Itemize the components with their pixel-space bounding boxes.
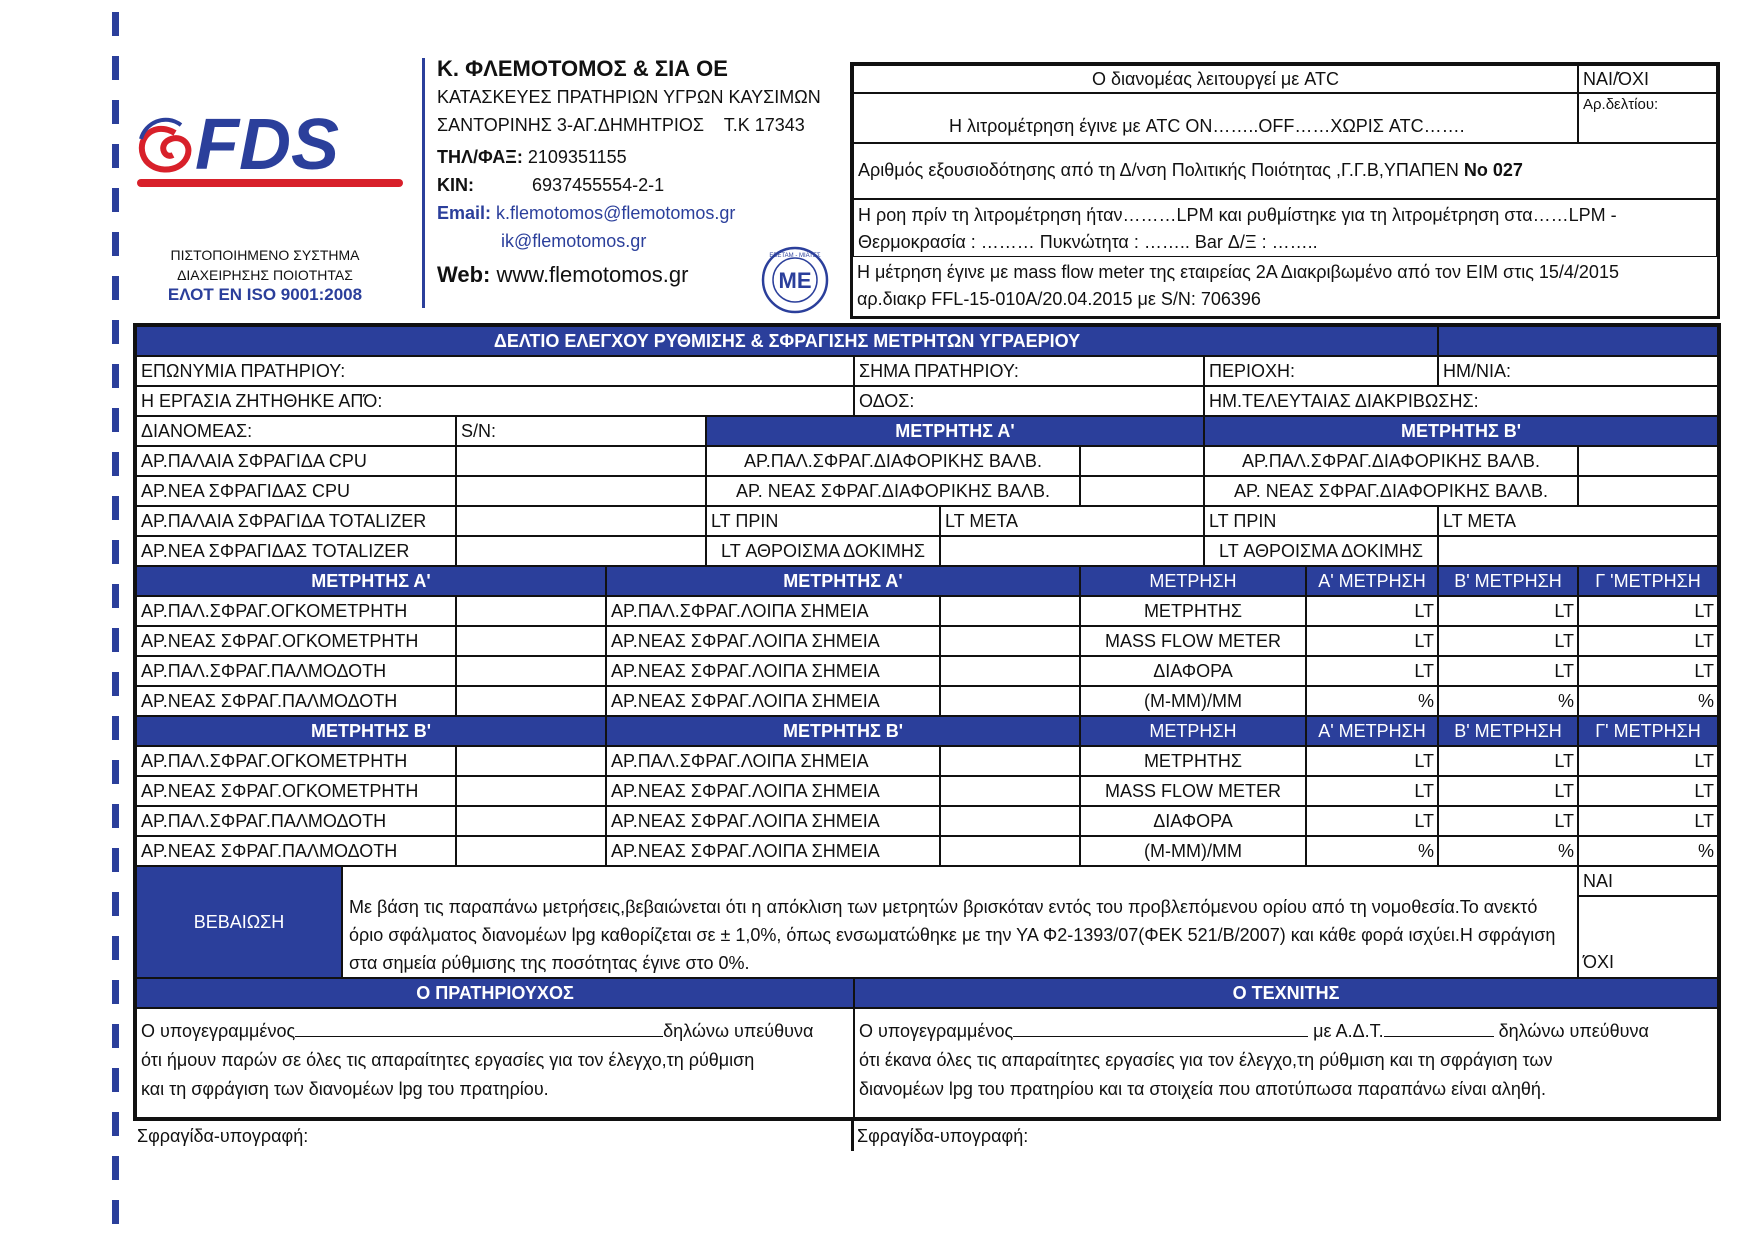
massflow-line-2: αρ.διακρ FFL-15-010A/20.04.2015 με S/N: 706396 (857, 289, 1261, 309)
stamp-divider (851, 1121, 854, 1151)
new-cpu-value[interactable] (456, 476, 706, 506)
cert-line-2: ΔΙΑΧΕΙΡΗΣΗΣ ΠΟΙΟΤΗΤΑΣ (177, 267, 353, 283)
certify-label: ΒΕΒΑΙΩΣΗ (136, 866, 342, 978)
sn-field[interactable]: S/N: (456, 416, 706, 446)
seal-text: ME (778, 268, 812, 293)
a-difference-m3[interactable]: LT (1578, 656, 1718, 686)
a-old-diff-label: ΑΡ.ΠΑΛ.ΣΦΡΑΓ.ΔΙΑΦΟΡΙΚΗΣ ΒΑΛΒ. (706, 446, 1080, 476)
email-2[interactable]: ik@flemotomos.gr (501, 231, 647, 251)
street-field[interactable]: ΟΔΟΣ: (854, 386, 1204, 416)
a-new-other-label-2: ΑΡ.ΝΕΑΣ ΣΦΡΑΓ.ΛΟΙΠΑ ΣΗΜΕΙΑ (606, 656, 940, 686)
b-old-pulse-label: ΑΡ.ΠΑΛ.ΣΦΡΑΓ.ΠΑΛΜΟΔΟΤΗ (136, 806, 456, 836)
website[interactable]: www.flemotomos.gr (496, 262, 689, 287)
certification (140, 245, 390, 305)
sec-b-m1-header: Α' ΜΕΤΡΗΣΗ (1306, 716, 1438, 746)
tech-line-1 (859, 1017, 1711, 1046)
a-new-pulse-label: ΑΡ.ΝΕΑΣ ΣΦΡΑΓ.ΠΑΛΜΟΔΟΤΗ (136, 686, 456, 716)
company-name: Κ. ΦΛΕΜΟΤΟΜΟΣ & ΣΙΑ ΟΕ (437, 56, 728, 81)
owner-line-3: και τη σφράγιση των διανομέων lpg του πρατηρίου. (141, 1079, 549, 1099)
phone-row (437, 143, 821, 171)
sec-a-m2-header: Β' ΜΕΤΡΗΣΗ (1438, 566, 1578, 596)
a-new-volume-value[interactable] (456, 626, 606, 656)
fds-logo (135, 103, 415, 193)
b-new-other-value-2[interactable] (940, 806, 1080, 836)
a-massflow-m1[interactable]: LT (1306, 626, 1438, 656)
new-totalizer-label: ΑΡ.ΝΕΑ ΣΦΡΑΓΙΔΑΣ TOTALIZER (136, 536, 456, 566)
tech-line-1c: δηλώνω υπεύθυνα (1498, 1021, 1649, 1041)
b-old-volume-value[interactable] (456, 746, 606, 776)
ebetam-seal (760, 245, 830, 315)
b-massflow-m2[interactable]: LT (1438, 776, 1578, 806)
a-massflow-m3[interactable]: LT (1578, 626, 1718, 656)
technician-title: Ο ΤΕΧΝΙΤΗΣ (854, 978, 1718, 1008)
massflow-line-1: Η μέτρηση έγινε με mass flow meter της εταιρείας 2Α Διακριβωμένο από τον ΕΙΜ στις 15/4/2015 (857, 262, 1619, 282)
b-meter-label: ΜΕΤΡΗΤΗΣ (1080, 746, 1306, 776)
b-old-other-label: ΑΡ.ΠΑΛ.ΣΦΡΑΓ.ΛΟΙΠΑ ΣΗΜΕΙΑ (606, 746, 940, 776)
postal-code: Τ.Κ 17343 (723, 115, 805, 135)
owner-line-2: ότι ήμουν παρών σε όλες τις απαραίτητες εργασίες για τον έλεγχο,τη ρύθμιση (141, 1050, 755, 1070)
b-difference-m2[interactable]: LT (1438, 806, 1578, 836)
authorization: Αριθμός εξουσιοδότησης από τη Δ/νση Πολιτικής Ποιότητας ,Γ.Γ.Β,ΥΠΑΠΕΝ (858, 160, 1459, 180)
a-new-volume-label: ΑΡ.ΝΕΑΣ ΣΦΡΑΓ.ΟΓΚΟΜΕΤΡΗΤΗ (136, 626, 456, 656)
meter-b-header: ΜΕΤΡΗΤΗΣ Β' (1204, 416, 1718, 446)
old-cpu-label: ΑΡ.ΠΑΛΑΙΑ ΣΦΡΑΓΙΔΑ CPU (136, 446, 456, 476)
address: ΣΑΝΤΟΡΙΝΗΣ 3-ΑΓ.ΔΗΜΗΤΡΙΟΣ (437, 115, 705, 135)
a-lt-sum-label: LT ΑΘΡΟΙΣΜΑ ΔΟΚΙΜΗΣ (706, 536, 940, 566)
b-ratio-m3[interactable]: % (1578, 836, 1718, 866)
b-new-other-label-1: ΑΡ.ΝΕΑΣ ΣΦΡΑΓ.ΛΟΙΠΑ ΣΗΜΕΙΑ (606, 776, 940, 806)
station-name-field[interactable]: ΕΠΩΝΥΜΙΑ ΠΡΑΤΗΡΙΟΥ: (136, 356, 854, 386)
b-meter-m1[interactable]: LT (1306, 746, 1438, 776)
owner-title: Ο ΠΡΑΤΗΡΙΟΥΧΟΣ (136, 978, 854, 1008)
mobile-row (437, 171, 821, 199)
a-new-diff-label: ΑΡ. ΝΕΑΣ ΣΦΡΑΓ.ΔΙΑΦΟΡΙΚΗΣ ΒΑΛΒ. (706, 476, 1080, 506)
company-address (437, 111, 821, 139)
a-ratio-m1[interactable]: % (1306, 686, 1438, 716)
slip-no-cell[interactable] (1578, 93, 1717, 143)
email-1[interactable]: k.flemotomos@flemotomos.gr (496, 203, 736, 223)
b-lt-after-field[interactable]: LT ΜΕΤΑ (1438, 506, 1718, 536)
authorization-no: Νο 027 (1463, 160, 1523, 180)
sec-b-m2-header: Β' ΜΕΤΡΗΣΗ (1438, 716, 1578, 746)
b-lt-sum-value[interactable] (1438, 536, 1718, 566)
b-old-pulse-value[interactable] (456, 806, 606, 836)
b-new-volume-label: ΑΡ.ΝΕΑΣ ΣΦΡΑΓ.ΟΓΚΟΜΕΤΡΗΤΗ (136, 776, 456, 806)
last-calibration-field[interactable]: ΗΜ.ΤΕΛΕΥΤΑΙΑΣ ΔΙΑΚΡΙΒΩΣΗΣ: (1204, 386, 1718, 416)
b-old-diff-label: ΑΡ.ΠΑΛ.ΣΦΡΑΓ.ΔΙΑΦΟΡΙΚΗΣ ΒΑΛΒ. (1204, 446, 1578, 476)
a-lt-sum-value[interactable] (940, 536, 1204, 566)
b-difference-label: ΔΙΑΦΟΡΑ (1080, 806, 1306, 836)
station-brand-field[interactable]: ΣΗΜΑ ΠΡΑΤΗΡΙΟΥ: (854, 356, 1204, 386)
a-new-other-value-1[interactable] (940, 626, 1080, 656)
a-meter-m3[interactable]: LT (1578, 596, 1718, 626)
b-massflow-label: MASS FLOW METER (1080, 776, 1306, 806)
a-old-volume-value[interactable] (456, 596, 606, 626)
old-cpu-value[interactable] (456, 446, 706, 476)
a-ratio-m3[interactable]: % (1578, 686, 1718, 716)
date-field[interactable]: ΗΜ/ΝΙΑ: (1438, 356, 1718, 386)
a-old-other-label: ΑΡ.ΠΑΛ.ΣΦΡΑΓ.ΛΟΙΠΑ ΣΗΜΕΙΑ (606, 596, 940, 626)
a-difference-m2[interactable]: LT (1438, 656, 1578, 686)
a-meter-m2[interactable]: LT (1438, 596, 1578, 626)
a-new-other-value-2[interactable] (940, 656, 1080, 686)
tech-line-2: ότι έκανα όλες τις απαραίτητες εργασίες για τον έλεγχο,τη ρύθμιση και τη σφράγιση των (859, 1050, 1553, 1070)
b-lt-before-field[interactable]: LT ΠΡΙΝ (1204, 506, 1438, 536)
atc-measure: Η λιτρομέτρηση έγινε με ATC ON……..OFF……ΧΩΡΙΣ ATC……. (949, 116, 1465, 136)
b-new-volume-value[interactable] (456, 776, 606, 806)
form-title-blank (1438, 326, 1718, 356)
cert-iso: ΕΛΟΤ ΕΝ ISO 9001:2008 (167, 285, 363, 304)
phone-label: ΤΗΛ/ΦΑΞ: (437, 147, 523, 167)
sec-b-meter-header-2: ΜΕΤΡΗΤΗΣ Β' (606, 716, 1080, 746)
a-massflow-m2[interactable]: LT (1438, 626, 1578, 656)
sec-a-meter-header-1: ΜΕΤΡΗΤΗΣ Α' (136, 566, 606, 596)
b-meter-m3[interactable]: LT (1578, 746, 1718, 776)
requested-by-field[interactable]: Η ΕΡΓΑΣΙΑ ΖΗΤΗΘΗΚΕ ΑΠΌ: (136, 386, 854, 416)
tech-line-1b: με Α.Δ.Τ. (1313, 1021, 1384, 1041)
sec-a-measurement-header: ΜΕΤΡΗΣΗ (1080, 566, 1306, 596)
header-divider (422, 58, 425, 308)
a-old-diff-value[interactable] (1080, 446, 1204, 476)
b-new-diff-label: ΑΡ. ΝΕΑΣ ΣΦΡΑΓ.ΔΙΑΦΟΡΙΚΗΣ ΒΑΛΒ. (1204, 476, 1578, 506)
b-old-other-value[interactable] (940, 746, 1080, 776)
b-massflow-m3[interactable]: LT (1578, 776, 1718, 806)
web-label: Web: (437, 262, 491, 287)
perforation-line (112, 12, 119, 1237)
sec-a-m1-header: Α' ΜΕΤΡΗΣΗ (1306, 566, 1438, 596)
mobile: 6937455554-2-1 (532, 175, 665, 195)
b-new-other-label-3: ΑΡ.ΝΕΑΣ ΣΦΡΑΓ.ΛΟΙΠΑ ΣΗΜΕΙΑ (606, 836, 940, 866)
a-old-pulse-label: ΑΡ.ΠΑΛ.ΣΦΡΑΓ.ΠΑΛΜΟΔΟΤΗ (136, 656, 456, 686)
flow-line: Η ροη πρίν τη λιτρομέτρηση ήταν………LPM και ρυθμίστηκε για τη λιτρομέτρηση στα……LPM - (858, 205, 1617, 225)
b-new-pulse-label: ΑΡ.ΝΕΑΣ ΣΦΡΑΓ.ΠΑΛΜΟΔΟΤΗ (136, 836, 456, 866)
a-old-pulse-value[interactable] (456, 656, 606, 686)
a-ratio-m2[interactable]: % (1438, 686, 1578, 716)
owner-line-1 (141, 1017, 847, 1046)
old-totalizer-value[interactable] (456, 506, 706, 536)
certify-no[interactable]: ΌΧΙ (1578, 896, 1718, 978)
a-ratio-label: (Μ-ΜΜ)/ΜΜ (1080, 686, 1306, 716)
cert-line-1: ΠΙΣΤΟΠΟΙΗΜΕΝΟ ΣΥΣΤΗΜΑ (170, 247, 360, 263)
a-lt-after-field[interactable]: LT ΜΕΤΑ (940, 506, 1204, 536)
a-difference-m1[interactable]: LT (1306, 656, 1438, 686)
technician-declaration[interactable] (854, 1008, 1718, 1118)
email-row (437, 199, 821, 227)
b-ratio-label: (Μ-ΜΜ)/ΜΜ (1080, 836, 1306, 866)
form-title: ΔΕΛΤΙΟ ΕΛΕΓΧΟΥ ΡΥΘΜΙΣΗΣ & ΣΦΡΑΓΙΣΗΣ ΜΕΤΡΗΤΩΝ ΥΓΡΑΕΡΙΟΥ (136, 326, 1438, 356)
b-ratio-m2[interactable]: % (1438, 836, 1578, 866)
a-difference-label: ΔΙΑΦΟΡΑ (1080, 656, 1306, 686)
sec-a-m3-header: Γ 'ΜΕΤΡΗΣΗ (1578, 566, 1718, 596)
a-lt-before-field[interactable]: LT ΠΡΙΝ (706, 506, 940, 536)
inspection-form (133, 323, 1721, 1121)
tech-stamp-label[interactable]: Σφραγίδα-υπογραφή: (857, 1126, 1029, 1146)
a-new-other-value-3[interactable] (940, 686, 1080, 716)
owner-stamp-label[interactable]: Σφραγίδα-υπογραφή: (137, 1126, 309, 1146)
b-new-other-label-2: ΑΡ.ΝΕΑΣ ΣΦΡΑΓ.ΛΟΙΠΑ ΣΗΜΕΙΑ (606, 806, 940, 836)
b-new-pulse-value[interactable] (456, 836, 606, 866)
a-new-other-label-1: ΑΡ.ΝΕΑΣ ΣΦΡΑΓ.ΛΟΙΠΑ ΣΗΜΕΙΑ (606, 626, 940, 656)
b-ratio-m1[interactable]: % (1306, 836, 1438, 866)
a-massflow-label: MASS FLOW METER (1080, 626, 1306, 656)
atc-question-cell (853, 65, 1578, 93)
phone: 2109351155 (527, 147, 627, 167)
new-totalizer-value[interactable] (456, 536, 706, 566)
atc-box (850, 62, 1720, 319)
b-old-diff-value[interactable] (1578, 446, 1718, 476)
sec-b-meter-header-1: ΜΕΤΡΗΤΗΣ Β' (136, 716, 606, 746)
new-cpu-label: ΑΡ.ΝΕΑ ΣΦΡΑΓΙΔΑΣ CPU (136, 476, 456, 506)
old-totalizer-label: ΑΡ.ΠΑΛΑΙΑ ΣΦΡΑΓΙΔΑ TOTALIZER (136, 506, 456, 536)
a-new-other-label-3: ΑΡ.ΝΕΑΣ ΣΦΡΑΓ.ΛΟΙΠΑ ΣΗΜΕΙΑ (606, 686, 940, 716)
sec-b-measurement-header: ΜΕΤΡΗΣΗ (1080, 716, 1306, 746)
owner-line-1a: Ο υπογεγραμμένος (141, 1021, 296, 1041)
logo-text: FDS (195, 105, 339, 185)
massflow-cell (853, 257, 1717, 317)
meter-a-header: ΜΕΤΡΗΤΗΣ Α' (706, 416, 1204, 446)
email-label: Email: (437, 203, 492, 223)
b-difference-m3[interactable]: LT (1578, 806, 1718, 836)
a-new-pulse-value[interactable] (456, 686, 606, 716)
yes-no: ΝΑΙ/ΌΧΙ (1583, 69, 1649, 89)
a-meter-m1[interactable]: LT (1306, 596, 1438, 626)
flow-cell[interactable] (853, 199, 1717, 257)
tech-line-1a: Ο υπογεγραμμένος (859, 1021, 1014, 1041)
tech-line-3: διανομέων lpg του πρατηρίου και τα στοιχεία που αποτύπωσα παραπάνω είναι αληθή. (859, 1079, 1546, 1099)
b-difference-m1[interactable]: LT (1306, 806, 1438, 836)
a-old-other-value[interactable] (940, 596, 1080, 626)
b-new-diff-value[interactable] (1578, 476, 1718, 506)
b-lt-sum-label: LT ΑΘΡΟΙΣΜΑ ΔΟΚΙΜΗΣ (1204, 536, 1438, 566)
b-new-other-value-1[interactable] (940, 776, 1080, 806)
owner-declaration[interactable] (136, 1008, 854, 1118)
owner-line-1b: δηλώνω υπεύθυνα (663, 1021, 814, 1041)
mobile-label: ΚΙΝ: (437, 175, 474, 195)
atc-measure-cell[interactable] (853, 93, 1578, 143)
temp-line: Θερμοκρασία : ……… Πυκνώτητα : …….. Bar Δ/Ξ : …….. (858, 232, 1318, 252)
authorization-cell (853, 143, 1717, 199)
seal-ring-text: ΕΒΕΤΑΜ - ΜΙΑΤΕΣ (769, 253, 821, 259)
yes-no-cell[interactable] (1578, 65, 1717, 93)
slip-no: Αρ.δελτίου: (1583, 96, 1659, 113)
sec-a-meter-header-2: ΜΕΤΡΗΤΗΣ Α' (606, 566, 1080, 596)
a-old-volume-label: ΑΡ.ΠΑΛ.ΣΦΡΑΓ.ΟΓΚΟΜΕΤΡΗΤΗ (136, 596, 456, 626)
dispenser-field[interactable]: ΔΙΑΝΟΜΕΑΣ: (136, 416, 456, 446)
company-activity: ΚΑΤΑΣΚΕΥΕΣ ΠΡΑΤΗΡΙΩΝ ΥΓΡΩΝ ΚΑΥΣΙΜΩΝ (437, 87, 821, 107)
a-new-diff-value[interactable] (1080, 476, 1204, 506)
area-field[interactable]: ΠΕΡΙΟΧΗ: (1204, 356, 1438, 386)
certify-yes[interactable]: ΝΑΙ (1578, 866, 1718, 896)
b-meter-m2[interactable]: LT (1438, 746, 1578, 776)
b-massflow-m1[interactable]: LT (1306, 776, 1438, 806)
b-old-volume-label: ΑΡ.ΠΑΛ.ΣΦΡΑΓ.ΟΓΚΟΜΕΤΡΗΤΗ (136, 746, 456, 776)
b-new-other-value-3[interactable] (940, 836, 1080, 866)
sec-b-m3-header: Γ' ΜΕΤΡΗΣΗ (1578, 716, 1718, 746)
certify-text: Με βάση τις παραπάνω μετρήσεις,βεβαιώνεται ότι η απόκλιση των μετρητών βρισκόταν εντός του προβλεπόμενου ορίου από τη νομοθεσία.Το ανεκτό όριο σφάλματος διανομέων lpg καθορίζεται σε ± 1,0%, όπως ενσωματώθηκε με την ΥΑ Φ2-1393/07(ΦΕΚ 521/Β/2007) και κάθε φορά ισχύει.Η σφράγιση στα σημεία ρύθμισης της ποσότητας έγινε στο 0%. (342, 866, 1578, 978)
a-meter-label: ΜΕΤΡΗΤΗΣ (1080, 596, 1306, 626)
atc-question: Ο διανομέας λειτουργεί με ATC (1092, 69, 1339, 89)
